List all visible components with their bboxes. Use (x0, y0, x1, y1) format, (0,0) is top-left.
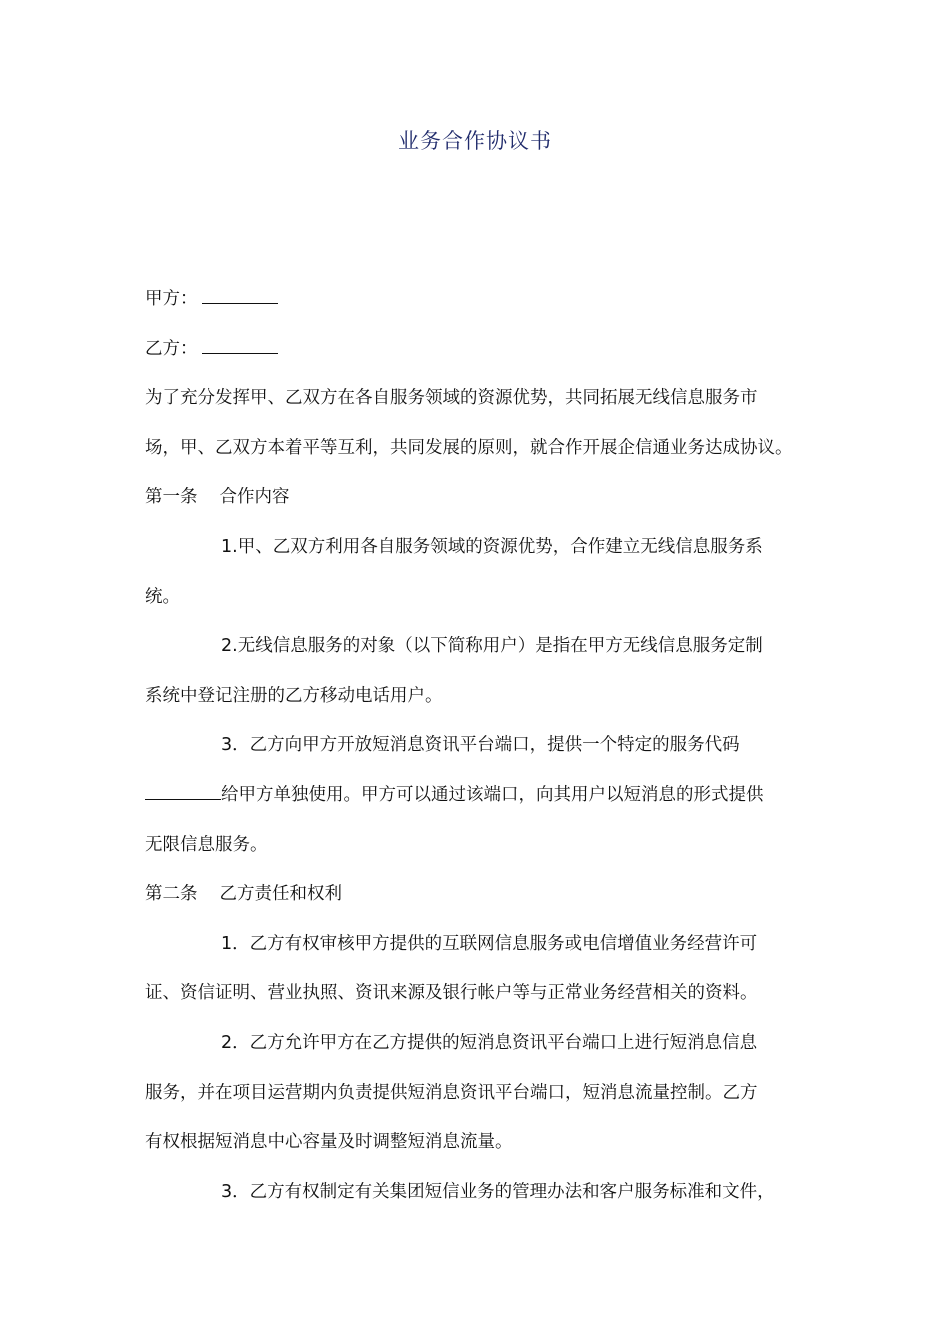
article-1-item-3-line-1: 3．乙方向甲方开放短消息资讯平台端口，提供一个特定的服务代码 (221, 735, 740, 756)
preamble-line-1: 为了充分发挥甲、乙双方在各自服务领域的资源优势，共同拓展无线信息服务市 (145, 388, 758, 409)
article-2-heading (145, 870, 813, 920)
article-1-item-2-line-2: 系统中登记注册的乙方移动电话用户。 (145, 685, 443, 706)
article-1-item-1-line-1: 1.甲、乙双方利用各自服务领域的资源优势，合作建立无线信息服务系 (221, 536, 763, 557)
party-a-line (145, 275, 813, 325)
preamble-line-2: 场，甲、乙双方本着平等互利，共同发展的原则，就合作开展企信通业务达成协议。 (145, 437, 793, 458)
article-1-item-3-line-2-text: 给甲方单独使用。甲方可以通过该端口，向其用户以短消息的形式提供 (221, 784, 764, 805)
article-1-item-3-line-3: 无限信息服务。 (145, 834, 268, 855)
party-b-line (145, 325, 813, 375)
article-2-item-2-line-1: 2．乙方允许甲方在乙方提供的短消息资讯平台端口上进行短消息信息 (221, 1032, 758, 1053)
service-code-blank (145, 781, 221, 800)
party-b-label: 乙方： (145, 338, 198, 359)
article-2-item-2-line-2: 服务，并在项目运营期内负责提供短消息资讯平台端口，短消息流量控制。乙方 (145, 1082, 758, 1103)
party-a-blank (202, 285, 278, 304)
article-2-item-1-line-1: 1．乙方有权审核甲方提供的互联网信息服务或电信增值业务经营许可 (221, 933, 758, 954)
document-title: 业务合作协议书 (398, 129, 552, 153)
article-1-item-2-line-1: 2.无线信息服务的对象（以下简称用户）是指在甲方无线信息服务定制 (221, 636, 763, 657)
article-2-item-1-line-2: 证、资信证明、营业执照、资讯来源及银行帐户等与正常业务经营相关的资料。 (145, 983, 758, 1004)
document-body (145, 275, 813, 1217)
party-a-label: 甲方： (145, 289, 198, 309)
article-2-item-2-line-3: 有权根据短消息中心容量及时调整短消息流量。 (145, 1132, 513, 1153)
article-2-number: 第二条 (145, 884, 198, 905)
article-1-item-3-line-2 (145, 771, 813, 821)
article-2-item-3-line-1: 3．乙方有权制定有关集团短信业务的管理办法和客户服务标准和文件， (221, 1181, 775, 1202)
article-1-number: 第一条 (145, 487, 198, 508)
article-1-title: 合作内容 (219, 487, 290, 508)
party-b-blank (202, 335, 278, 354)
article-1-heading (145, 473, 813, 523)
article-1-item-1-line-2: 统。 (145, 586, 180, 607)
article-2-title: 乙方责任和权利 (219, 884, 342, 905)
